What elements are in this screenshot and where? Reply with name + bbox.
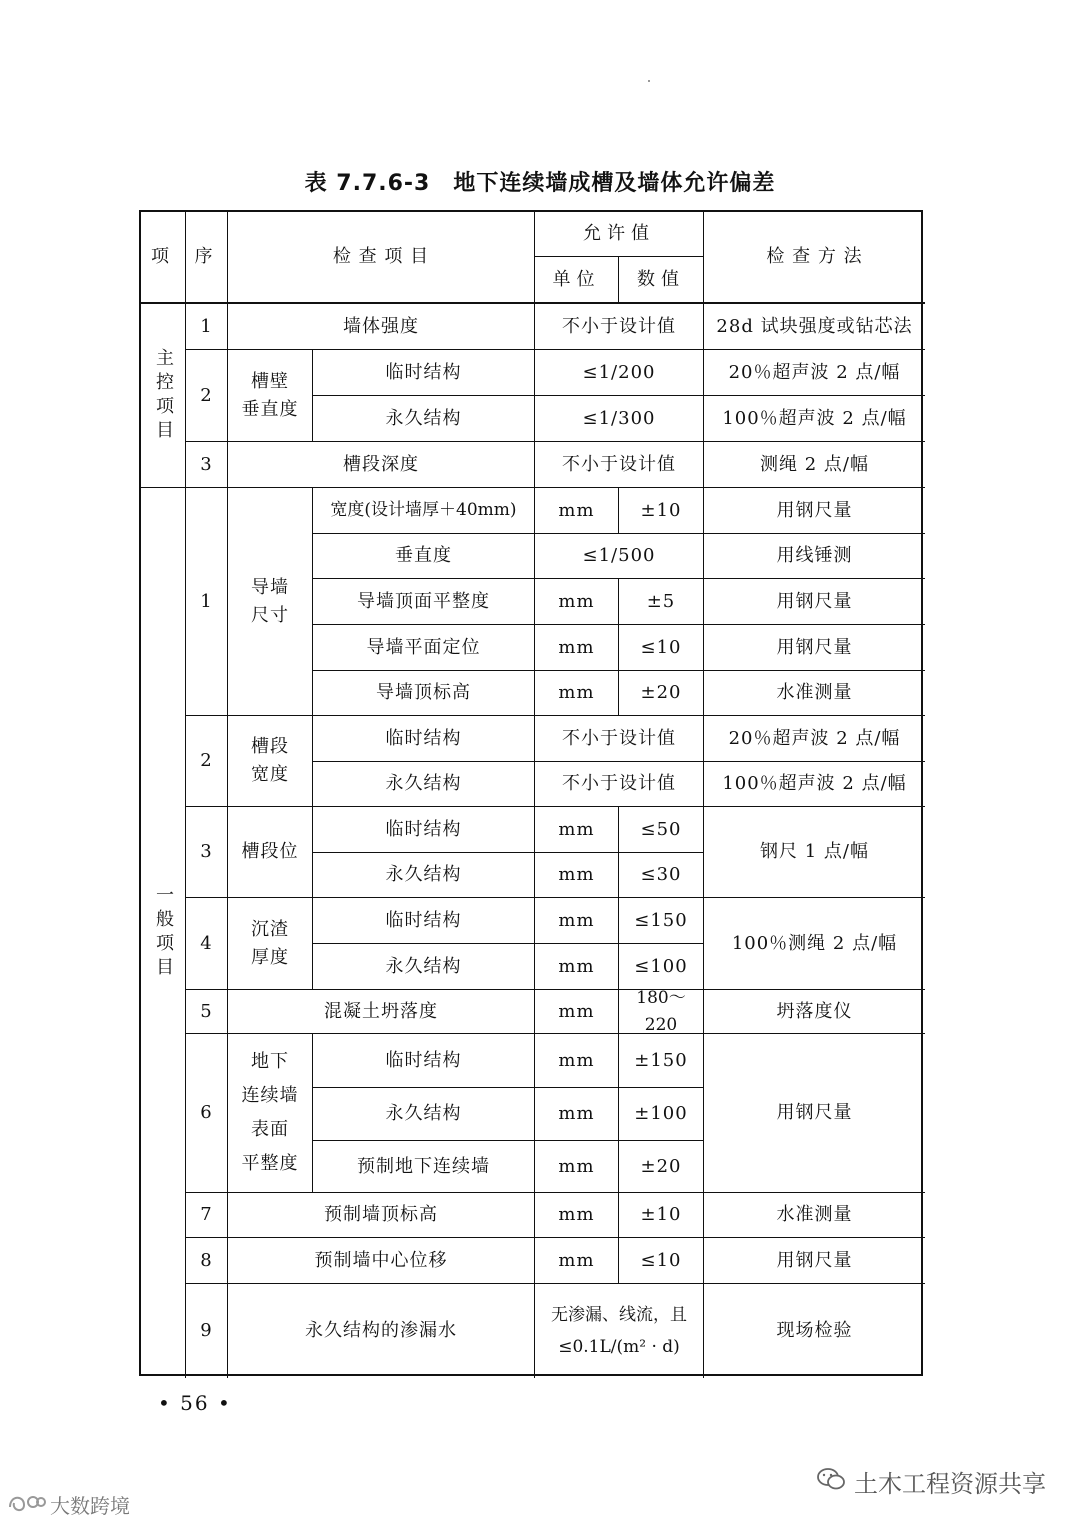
watermark-text: 土木工程资源共享	[854, 1470, 1046, 1498]
watermark-left	[6, 1490, 130, 1519]
value-cell: ±150	[619, 1034, 704, 1088]
value-cell: ≤50	[619, 807, 704, 853]
header-value: 数值	[619, 257, 704, 304]
subitem-cell: 永久结构	[313, 762, 535, 807]
unit-cell: mm	[535, 1088, 619, 1141]
method-cell: 水准测量	[704, 1193, 925, 1238]
method-cell: 100％测绳 2 点/幅	[704, 898, 925, 990]
speck	[648, 80, 650, 82]
unit-cell: mm	[535, 807, 619, 853]
item-cell: 永久结构的渗漏水	[228, 1284, 535, 1378]
unit-cell: mm	[535, 625, 619, 671]
item-cell: 槽段深度	[228, 442, 535, 488]
item-group-cell: 槽壁 垂直度	[228, 350, 313, 442]
seq-cell: 3	[186, 442, 228, 488]
table-title: 表 7.7.6-3 地下连续墙成槽及墙体允许偏差	[304, 171, 776, 196]
unit-cell: mm	[535, 579, 619, 625]
page-number: • 56 •	[158, 1391, 232, 1415]
value-cell: ±10	[619, 1193, 704, 1238]
method-cell: 用钢尺量	[704, 1238, 925, 1284]
subitem-cell: 导墙顶标高	[313, 671, 535, 716]
subitem-cell: 永久结构	[313, 396, 535, 442]
allowed-cell: ≤1/200	[535, 350, 704, 396]
allowed-cell: 不小于设计值	[535, 716, 704, 762]
subitem-cell: 临时结构	[313, 350, 535, 396]
item-group-cell: 槽段位	[228, 807, 313, 898]
subitem-cell: 导墙平面定位	[313, 625, 535, 671]
method-cell: 20％超声波 2 点/幅	[704, 350, 925, 396]
allowed-cell: ≤1/300	[535, 396, 704, 442]
allowed-cell: ≤1/500	[535, 534, 704, 579]
item-group-cell: 沉渣 厚度	[228, 898, 313, 990]
seq-cell: 2	[186, 716, 228, 807]
value-cell: ≤10	[619, 625, 704, 671]
unit-cell: mm	[535, 1238, 619, 1284]
method-cell: 100％超声波 2 点/幅	[704, 396, 925, 442]
method-cell: 用钢尺量	[704, 1034, 925, 1193]
item-cell: 预制墙顶标高	[228, 1193, 535, 1238]
seq-cell: 1	[186, 304, 228, 350]
subitem-cell: 临时结构	[313, 898, 535, 944]
allowed-cell: 不小于设计值	[535, 442, 704, 488]
method-cell: 100％超声波 2 点/幅	[704, 762, 925, 807]
seq-cell: 8	[186, 1238, 228, 1284]
unit-cell: mm	[535, 898, 619, 944]
subitem-cell: 宽度(设计墙厚＋40mm)	[313, 488, 535, 534]
seq-cell: 6	[186, 1034, 228, 1193]
header-unit: 单位	[535, 257, 619, 304]
method-cell: 用线锤测	[704, 534, 925, 579]
seq-cell: 5	[186, 990, 228, 1034]
value-cell: ≤30	[619, 853, 704, 898]
seq-cell: 2	[186, 350, 228, 442]
item-group-cell: 槽段 宽度	[228, 716, 313, 807]
subitem-cell: 临时结构	[313, 807, 535, 853]
unit-cell: mm	[535, 671, 619, 716]
allowed-cell: 不小于设计值	[535, 762, 704, 807]
method-cell: 用钢尺量	[704, 625, 925, 671]
unit-cell: mm	[535, 944, 619, 990]
unit-cell: mm	[535, 488, 619, 534]
value-cell: ±20	[619, 1141, 704, 1193]
value-cell: ±100	[619, 1088, 704, 1141]
unit-cell: mm	[535, 853, 619, 898]
value-cell: ±20	[619, 671, 704, 716]
subitem-cell: 预制地下连续墙	[313, 1141, 535, 1193]
group-main: 主控项目	[141, 304, 186, 488]
watermark-right	[816, 1464, 1046, 1499]
item-cell: 混凝土坍落度	[228, 990, 535, 1034]
logo-icon	[6, 1491, 46, 1518]
value-cell: ≤10	[619, 1238, 704, 1284]
subitem-cell: 永久结构	[313, 853, 535, 898]
subitem-cell: 垂直度	[313, 534, 535, 579]
item-group-cell: 导墙 尺寸	[228, 488, 313, 716]
header-method: 检 查 方 法	[704, 212, 925, 304]
subitem-cell: 临时结构	[313, 716, 535, 762]
header-allowed: 允许值	[535, 212, 704, 257]
item-cell: 预制墙中心位移	[228, 1238, 535, 1284]
unit-cell: mm	[535, 1193, 619, 1238]
unit-cell: mm	[535, 1141, 619, 1193]
method-cell: 28d 试块强度或钻芯法	[704, 304, 925, 350]
value-cell: 180～220	[619, 990, 704, 1034]
header-category: 项	[141, 212, 186, 304]
allowed-cell: 不小于设计值	[535, 304, 704, 350]
method-cell: 用钢尺量	[704, 488, 925, 534]
wechat-icon	[816, 1466, 846, 1498]
method-cell: 现场检验	[776, 1320, 853, 1342]
seq-cell: 1	[186, 488, 228, 716]
header-item: 检 查 项 目	[228, 212, 535, 304]
header-seq: 序	[186, 212, 228, 304]
group-general: 一般项目	[141, 488, 186, 1378]
tolerance-table	[139, 210, 923, 1376]
subitem-cell: 临时结构	[313, 1034, 535, 1088]
item-cell: 墙体强度	[228, 304, 535, 350]
method-cell: 水准测量	[704, 671, 925, 716]
method-cell: 钢尺 1 点/幅	[704, 807, 925, 898]
seq-cell: 3	[186, 807, 228, 898]
subitem-cell: 导墙顶面平整度	[313, 579, 535, 625]
unit-cell: mm	[535, 1034, 619, 1088]
seq-cell: 4	[186, 898, 228, 990]
seq-cell: 9	[186, 1284, 228, 1378]
method-cell: 用钢尺量	[704, 579, 925, 625]
method-cell: 坍落度仪	[704, 990, 925, 1034]
method-cell: 20％超声波 2 点/幅	[704, 716, 925, 762]
subitem-cell: 永久结构	[313, 944, 535, 990]
watermark-text: 大数跨境	[50, 1494, 130, 1518]
seq-cell: 7	[186, 1193, 228, 1238]
value-cell: ≤150	[619, 898, 704, 944]
allowed-cell: 无渗漏、线流，且 ≤0.1L/(m² · d)	[535, 1284, 704, 1378]
unit-cell: mm	[535, 990, 619, 1034]
value-cell: ±10	[619, 488, 704, 534]
subitem-cell: 永久结构	[313, 1088, 535, 1141]
value-cell: ≤100	[619, 944, 704, 990]
value-cell: ±5	[619, 579, 704, 625]
method-cell: 测绳 2 点/幅	[704, 442, 925, 488]
item-group-cell: 地下 连续墙 表面 平整度	[228, 1034, 313, 1193]
